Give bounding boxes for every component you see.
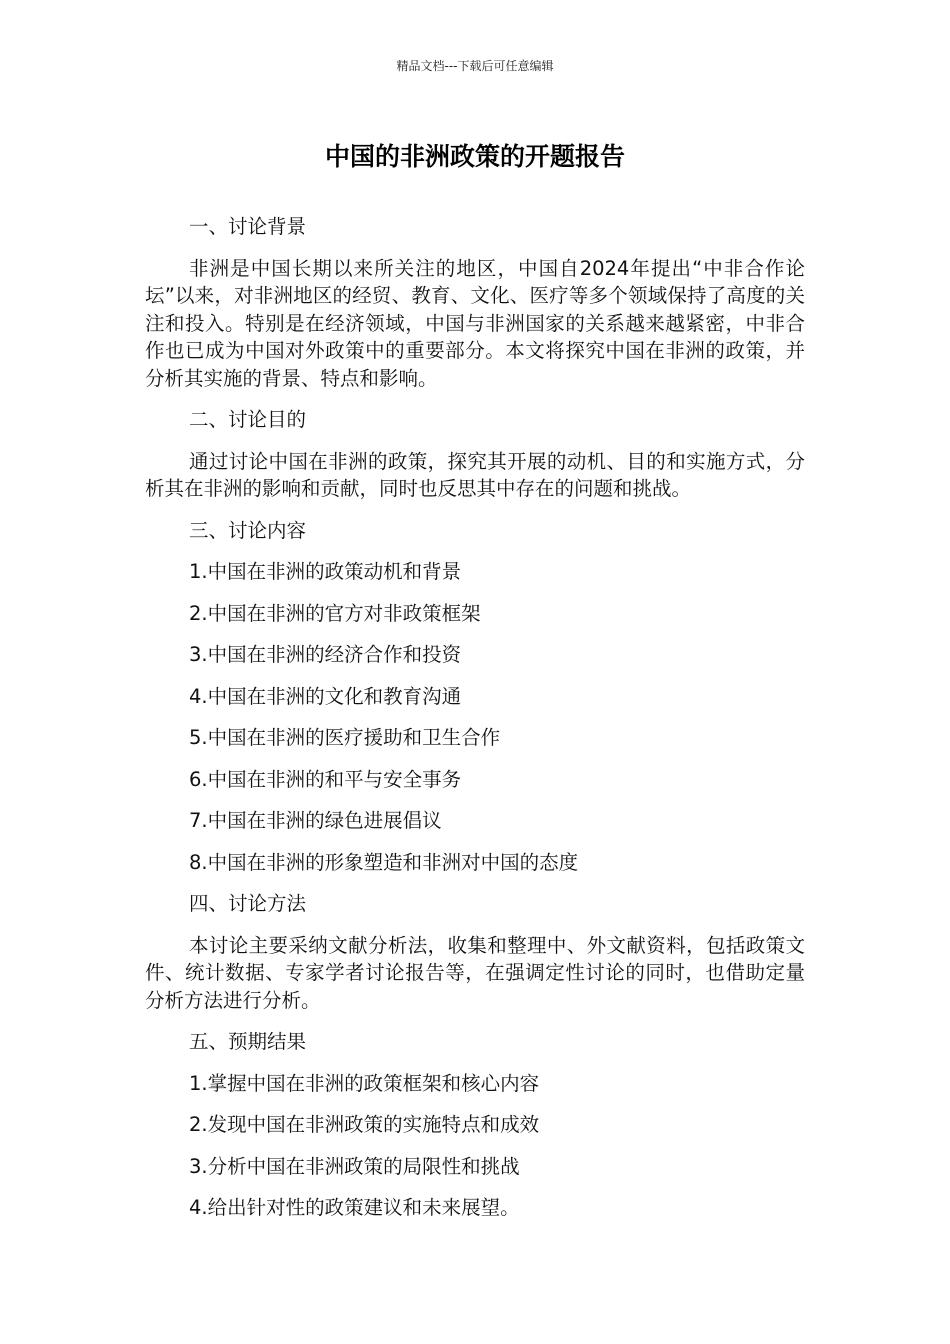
document-body xyxy=(145,213,805,1236)
document-title: 中国的非洲政策的开题报告 xyxy=(324,142,625,171)
section-heading-results: 五、预期结果 xyxy=(189,1030,307,1053)
section-heading-background: 一、讨论背景 xyxy=(189,215,307,238)
results-list-item: 4.给出针对性的政策建议和未来展望。 xyxy=(189,1196,520,1219)
content-list-item: 7.中国在非洲的绿色进展倡议 xyxy=(189,809,442,832)
results-list-item: 2.发现中国在非洲政策的实施特点和成效 xyxy=(189,1113,540,1136)
results-list-item: 3.分析中国在非洲政策的局限性和挑战 xyxy=(189,1154,520,1178)
content-list-item: 5.中国在非洲的医疗援助和卫生合作 xyxy=(189,726,501,749)
paragraph-background: 非洲是中国长期以来所关注的地区，中国自2024年提出“中非合作论坛”以来，对非洲地区的经贸、教育、文化、医疗等多个领域保持了高度的关注和投入。特别是在经济领域，中国与非洲国家的关系越来越紧密，中非合作也已成为中国对外政策中的重要部分。本文将探究中国在非洲的政策，并分析其实施的背景、特点和影响。 xyxy=(145,256,805,390)
content-list-item: 8.中国在非洲的形象塑造和非洲对中国的态度 xyxy=(189,850,579,874)
section-heading-content: 三、讨论内容 xyxy=(189,518,307,542)
paragraph-purpose: 通过讨论中国在非洲的政策，探究其开展的动机、目的和实施方式，分析其在非洲的影响和贡献，同时也反思其中存在的问题和挑战。 xyxy=(145,449,805,500)
results-list-item: 1.掌握中国在非洲的政策框架和核心内容 xyxy=(189,1071,540,1095)
content-list-item: 2.中国在非洲的官方对非政策框架 xyxy=(189,601,481,625)
page-header: 精品文档---下载后可任意编辑 xyxy=(396,59,554,73)
content-list-item: 1.中国在非洲的政策动机和背景 xyxy=(189,560,462,583)
content-list-item: 6.中国在非洲的和平与安全事务 xyxy=(189,767,462,791)
paragraph-method: 本讨论主要采纳文献分析法，收集和整理中、外文献资料，包括政策文件、统计数据、专家学者讨论报告等，在强调定性讨论的同时，也借助定量分析方法进行分析。 xyxy=(145,933,805,1012)
section-heading-purpose: 二、讨论目的 xyxy=(189,408,307,431)
content-list-item: 4.中国在非洲的文化和教育沟通 xyxy=(189,684,462,708)
content-list-item: 3.中国在非洲的经济合作和投资 xyxy=(189,643,462,666)
section-heading-method: 四、讨论方法 xyxy=(189,892,307,915)
